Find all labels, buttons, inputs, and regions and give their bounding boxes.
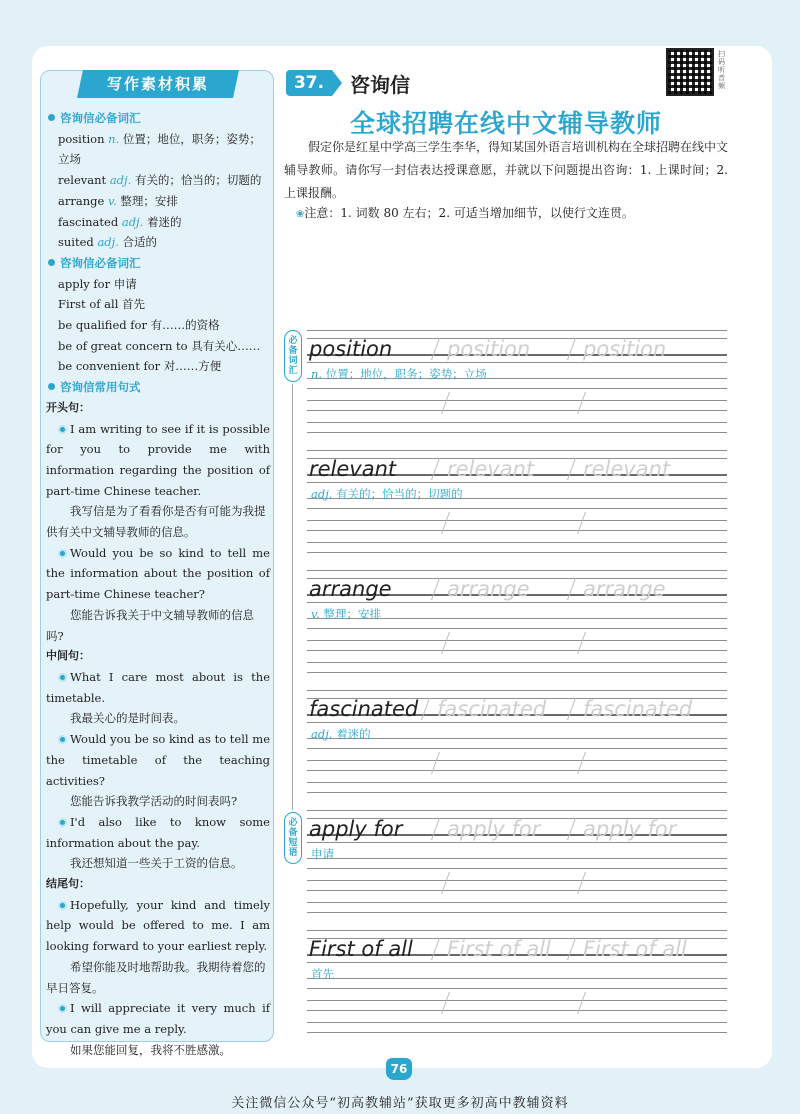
- phrase-cn: 申请: [113, 276, 137, 291]
- divider-slash: [567, 578, 576, 600]
- arrow-icon: [332, 70, 342, 96]
- tag-phrases: 必备短语: [284, 812, 302, 864]
- middle-sentences: [46, 667, 270, 874]
- section-title: 咨询信必备词汇: [46, 108, 270, 129]
- writing-line: [307, 362, 727, 363]
- sentence-cn: 您能告诉我关于中文辅导教师的信息吗?: [46, 607, 254, 643]
- writing-line: [307, 388, 727, 389]
- word-pos: n.: [311, 367, 323, 381]
- writing-line: [307, 868, 727, 869]
- writing-line: [307, 770, 727, 771]
- writing-line: [307, 552, 727, 553]
- qr-code-icon[interactable]: [666, 48, 714, 96]
- vocab-item: [46, 191, 270, 212]
- vocab-pos: adj.: [109, 173, 132, 188]
- phrase-en: apply for: [58, 276, 111, 291]
- writing-line: [307, 1022, 727, 1023]
- sentence-en-text: What I care most about is the timetable.: [46, 669, 270, 705]
- divider-slash: [567, 338, 576, 360]
- sentence-en: [46, 998, 270, 1039]
- sentence-en-text: Would you be so kind as to tell me the timetable of the teaching activities?: [46, 732, 270, 788]
- vocab-pos: adj.: [97, 235, 119, 250]
- writing-line: [307, 422, 727, 423]
- word-meaning: [311, 846, 334, 862]
- word-meaning: [311, 726, 371, 742]
- word-block: [307, 450, 727, 560]
- word-cn: 首先: [311, 967, 334, 981]
- trace-word: relevant: [447, 457, 535, 481]
- sentence-en-text: I'd also like to know some information about the pay.: [46, 814, 270, 850]
- practice-word: First of all: [309, 937, 413, 961]
- writing-line: [307, 722, 727, 723]
- vocab-pos: adj.: [121, 214, 144, 229]
- sentence-en: [46, 729, 270, 791]
- opening-sentences: [46, 419, 270, 647]
- vocab-en: relevant: [58, 173, 107, 188]
- writing-line: [307, 890, 727, 891]
- writing-line: [307, 962, 727, 963]
- practice-word: arrange: [309, 577, 392, 601]
- divider-slash: [431, 818, 440, 840]
- writing-line: [307, 858, 727, 859]
- word-block: [307, 330, 727, 440]
- sentence-cn: 我写信是为了看看你是否有可能为我提供有关中文辅导教师的信息。: [46, 504, 266, 540]
- word-cn: 整理；安排: [323, 607, 381, 621]
- writing-line: [307, 930, 727, 931]
- word-cn: 着迷的: [336, 727, 371, 741]
- vocab-cn: 位置；地位，职务；姿势；立场: [58, 131, 261, 167]
- phrase-item: [46, 356, 270, 377]
- divider-slash: [567, 818, 576, 840]
- sentence-cn: 您能告诉我教学活动的时间表吗?: [70, 794, 238, 809]
- bullet-icon: [48, 259, 55, 266]
- trace-word: apply for: [583, 817, 677, 841]
- word-pos: v.: [311, 607, 320, 621]
- phrase-item: [46, 336, 270, 357]
- word-pos: adj.: [311, 727, 333, 741]
- left-content: [46, 108, 270, 1060]
- bullet-icon: [58, 673, 67, 682]
- tag-divider: [292, 384, 293, 810]
- footer: 关注微信公众号“初高教辅站”获取更多初高中教辅资料: [231, 1096, 569, 1111]
- ending-sentences: [46, 895, 270, 1061]
- phrase-cn: 具有关心……: [191, 338, 261, 353]
- writing-line: [307, 672, 727, 673]
- sentence-cn: 我最关心的是时间表。: [70, 711, 185, 726]
- sentence-cn: 我还想知道一些关于工资的信息。: [70, 856, 243, 871]
- writing-line: [307, 902, 727, 903]
- word-cn: 申请: [311, 847, 334, 861]
- writing-line: [307, 1032, 727, 1033]
- writing-line: [307, 640, 727, 641]
- writing-line: [307, 792, 727, 793]
- bullet-icon: [58, 549, 67, 558]
- qr-label: 扫码听音频: [718, 50, 725, 90]
- trace-word: fascinated: [437, 697, 547, 721]
- divider-slash: [567, 698, 576, 720]
- sentence-en: [46, 543, 270, 605]
- word-meaning: [311, 366, 487, 382]
- writing-line: [307, 628, 727, 629]
- vocab-en: arrange: [58, 193, 105, 208]
- writing-line: [307, 602, 727, 603]
- sentence-en: [46, 667, 270, 708]
- phrase-cn: 对……方便: [163, 359, 222, 374]
- vocab-pos: n.: [108, 131, 120, 146]
- section-title: 咨询信常用句式: [46, 377, 270, 398]
- practice-word: fascinated: [309, 697, 419, 721]
- writing-line: [307, 690, 727, 691]
- ending-title: 结尾句：: [46, 877, 90, 891]
- word-block: [307, 690, 727, 800]
- writing-line: [307, 662, 727, 663]
- bullet-icon: [58, 425, 67, 434]
- vocab-list: [46, 129, 270, 253]
- writing-line: [307, 650, 727, 651]
- sentence-en: [46, 812, 270, 853]
- word-cn: 有关的；恰当的；切题的: [336, 487, 463, 501]
- word-block: [307, 810, 727, 920]
- word-meaning: [311, 966, 334, 982]
- opening-title: 开头句：: [46, 400, 90, 414]
- trace-word: arrange: [447, 577, 530, 601]
- headline: 全球招聘在线中文辅导教师: [349, 109, 662, 138]
- trace-word: fascinated: [583, 697, 693, 721]
- writing-line: [307, 330, 727, 331]
- vocab-item: [46, 212, 270, 233]
- phrase-item: [46, 274, 270, 295]
- bullet-icon: [48, 383, 55, 390]
- phrase-cn: 有……的资格: [150, 318, 220, 333]
- left-panel-header: 写作素材积累: [77, 70, 239, 98]
- writing-line: [307, 760, 727, 761]
- writing-line: [307, 978, 727, 979]
- lesson-title: [286, 68, 410, 98]
- divider-slash: [431, 578, 440, 600]
- writing-prompt: 假定你是红星中学高三学生李华，得知某国外语言培训机构在全球招聘在线中文辅导教师。请你写一封信表达授课意愿，并就以下问题提出咨询：1. 上课时间；2. 上课报酬。: [284, 140, 729, 200]
- writing-line: [307, 482, 727, 483]
- writing-line: [307, 1010, 727, 1011]
- divider-slash: [431, 938, 440, 960]
- phrase-item: [46, 315, 270, 336]
- writing-line: [307, 842, 727, 843]
- middle-title: 中间句：: [46, 649, 90, 663]
- phrase-en: First of all: [58, 297, 119, 312]
- writing-line: [307, 432, 727, 433]
- bullet-icon: [48, 114, 55, 121]
- writing-line: [307, 542, 727, 543]
- lesson-title-text: 咨询信: [350, 72, 410, 97]
- bullet-icon: [58, 818, 67, 827]
- vocab-cn: 着迷的: [146, 214, 182, 229]
- sentence-en-text: I will appreciate it very much if you can give me a reply.: [46, 1001, 270, 1036]
- page-number: 76: [386, 1058, 412, 1080]
- word-block: [307, 930, 727, 1040]
- writing-line: [307, 748, 727, 749]
- word-block: [307, 570, 727, 680]
- phrase-en: be of great concern to: [58, 338, 188, 353]
- trace-word: First of all: [583, 937, 687, 961]
- writing-line: [307, 988, 727, 989]
- phrase-en: be qualified for: [58, 318, 147, 333]
- practice-word: position: [309, 337, 393, 361]
- practice-word: relevant: [309, 457, 397, 481]
- phrase-item: [46, 294, 270, 315]
- word-meaning: [311, 486, 463, 502]
- trace-word: relevant: [583, 457, 671, 481]
- vocab-en: fascinated: [58, 214, 119, 229]
- sentence-en-text: Would you be so kind to tell me the information about the position of part-time Chinese teacher?: [46, 545, 270, 602]
- trace-word: apply for: [447, 817, 541, 841]
- vocab-en: suited: [58, 235, 94, 250]
- sentence-en: [46, 895, 270, 957]
- writing-line: [307, 520, 727, 521]
- vocab-cn: 有关的；恰当的；切题的: [134, 173, 262, 188]
- writing-line: [307, 912, 727, 913]
- word-cn: 位置；地位，职务；姿势；立场: [325, 367, 487, 381]
- bullet-icon: [58, 901, 67, 910]
- word-pos: adj.: [311, 487, 333, 501]
- writing-line: [307, 450, 727, 451]
- trace-word: First of all: [447, 937, 551, 961]
- trace-word: position: [447, 337, 531, 361]
- vocab-cn: 合适的: [122, 235, 158, 250]
- section-title: 咨询信必备词汇: [46, 253, 270, 274]
- trace-word: position: [583, 337, 667, 361]
- phrase-list: [46, 274, 270, 378]
- sentence-en-text: Hopefully, your kind and timely help would be offered to me. I am looking forward to your earliest reply.: [46, 897, 270, 954]
- vocab-item: [46, 129, 270, 170]
- writing-line: [307, 782, 727, 783]
- vocab-cn: 整理；安排: [120, 193, 178, 208]
- tag-vocabulary: 必备词汇: [284, 330, 302, 382]
- writing-line: [307, 508, 727, 509]
- writing-line: [307, 1000, 727, 1001]
- divider-slash: [567, 938, 576, 960]
- writing-line: [307, 400, 727, 401]
- practice-word: apply for: [309, 817, 403, 841]
- writing-line: [307, 410, 727, 411]
- divider-slash: [431, 338, 440, 360]
- divider-slash: [421, 698, 430, 720]
- word-meaning: [311, 606, 381, 622]
- divider-slash: [431, 458, 440, 480]
- vocab-item: [46, 170, 270, 191]
- trace-word: arrange: [583, 577, 666, 601]
- sentence-cn: 希望你能及时地帮助我。我期待着您的早日答复。: [46, 959, 266, 995]
- divider-slash: [567, 458, 576, 480]
- writing-line: [307, 880, 727, 881]
- bullet-icon: [58, 735, 67, 744]
- vocab-item: [46, 232, 270, 253]
- sentence-en: [46, 419, 270, 502]
- writing-line: [307, 570, 727, 571]
- vocab-en: position: [58, 131, 105, 146]
- note: ❀注意：1. 词数 80 左右；2. 可适当增加细节，以使行文连贯。: [296, 206, 634, 220]
- sentence-cn: 如果您能回复，我将不胜感激。: [70, 1042, 231, 1057]
- lesson-number: 37.: [286, 70, 332, 96]
- vocab-pos: v.: [107, 193, 117, 208]
- sentence-en-text: I am writing to see if it is possible for you to provide me with information regarding the position of part-time Chinese teacher.: [46, 421, 270, 498]
- phrase-cn: 首先: [122, 297, 146, 312]
- note-icon: ❀: [296, 209, 305, 220]
- phrase-en: be convenient for: [58, 359, 161, 374]
- writing-line: [307, 530, 727, 531]
- writing-line: [307, 810, 727, 811]
- bullet-icon: [58, 1004, 67, 1013]
